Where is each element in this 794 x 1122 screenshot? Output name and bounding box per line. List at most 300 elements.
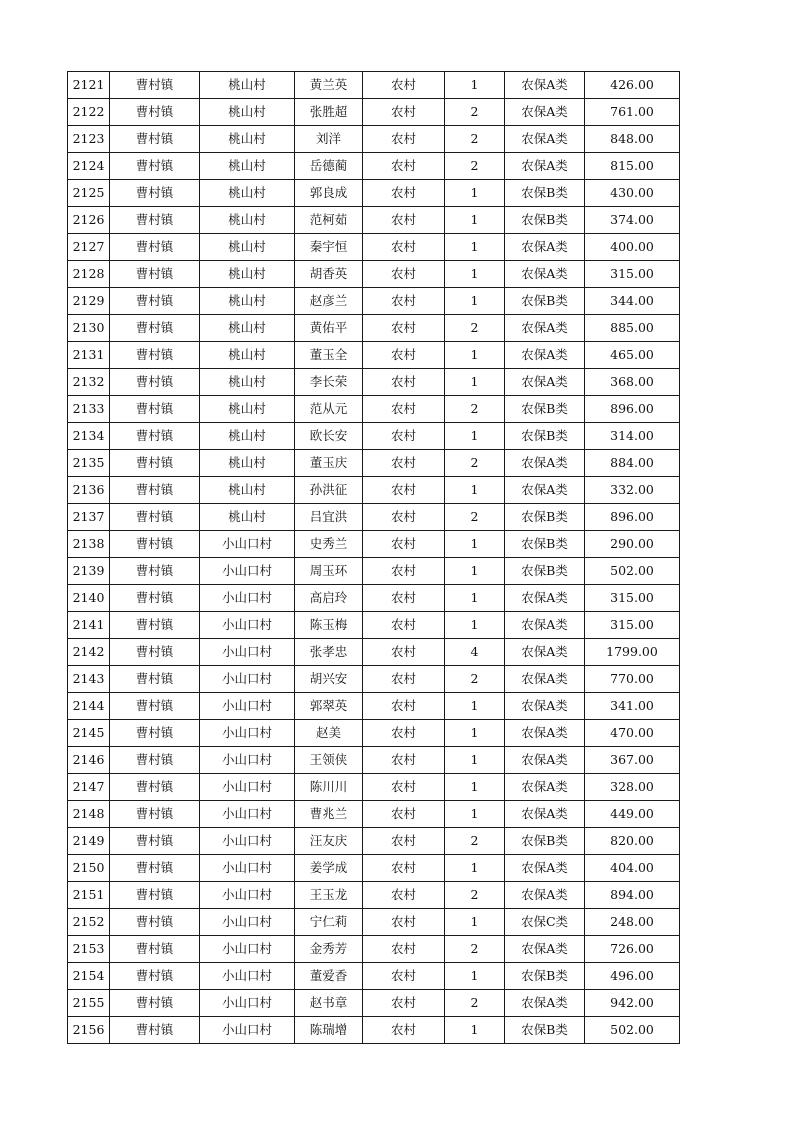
family-size-cell: 1 — [445, 531, 505, 558]
town-cell: 曹村镇 — [110, 423, 200, 450]
family-size-cell: 2 — [445, 882, 505, 909]
village-cell: 桃山村 — [200, 99, 295, 126]
category-cell: 农保A类 — [505, 450, 585, 477]
category-cell: 农保A类 — [505, 261, 585, 288]
family-size-cell: 2 — [445, 450, 505, 477]
amount-cell: 820.00 — [585, 828, 680, 855]
family-size-cell: 2 — [445, 828, 505, 855]
family-size-cell: 2 — [445, 936, 505, 963]
amount-cell: 502.00 — [585, 1017, 680, 1044]
town-cell: 曹村镇 — [110, 855, 200, 882]
category-cell: 农保A类 — [505, 882, 585, 909]
household-type-cell: 农村 — [363, 180, 445, 207]
town-cell: 曹村镇 — [110, 693, 200, 720]
town-cell: 曹村镇 — [110, 396, 200, 423]
table-row — [68, 936, 680, 963]
amount-cell: 315.00 — [585, 585, 680, 612]
table-row — [68, 882, 680, 909]
town-cell: 曹村镇 — [110, 720, 200, 747]
name-cell: 黄兰英 — [295, 72, 363, 99]
village-cell: 小山口村 — [200, 855, 295, 882]
category-cell: 农保A类 — [505, 342, 585, 369]
row-number-cell: 2146 — [68, 747, 110, 774]
amount-cell: 344.00 — [585, 288, 680, 315]
name-cell: 王领侠 — [295, 747, 363, 774]
town-cell: 曹村镇 — [110, 99, 200, 126]
category-cell: 农保A类 — [505, 855, 585, 882]
table-row — [68, 477, 680, 504]
table-row — [68, 774, 680, 801]
household-type-cell: 农村 — [363, 450, 445, 477]
household-type-cell: 农村 — [363, 720, 445, 747]
family-size-cell: 1 — [445, 774, 505, 801]
village-cell: 小山口村 — [200, 693, 295, 720]
name-cell: 史秀兰 — [295, 531, 363, 558]
family-size-cell: 1 — [445, 693, 505, 720]
town-cell: 曹村镇 — [110, 990, 200, 1017]
household-type-cell: 农村 — [363, 1017, 445, 1044]
name-cell: 赵书章 — [295, 990, 363, 1017]
row-number-cell: 2155 — [68, 990, 110, 1017]
table-row — [68, 72, 680, 99]
household-type-cell: 农村 — [363, 963, 445, 990]
category-cell: 农保A类 — [505, 315, 585, 342]
name-cell: 范柯茹 — [295, 207, 363, 234]
amount-cell: 328.00 — [585, 774, 680, 801]
name-cell: 黄佑平 — [295, 315, 363, 342]
name-cell: 张胜超 — [295, 99, 363, 126]
table-row — [68, 639, 680, 666]
row-number-cell: 2124 — [68, 153, 110, 180]
amount-cell: 426.00 — [585, 72, 680, 99]
table-row — [68, 423, 680, 450]
family-size-cell: 1 — [445, 558, 505, 585]
household-type-cell: 农村 — [363, 909, 445, 936]
village-cell: 小山口村 — [200, 801, 295, 828]
amount-cell: 248.00 — [585, 909, 680, 936]
row-number-cell: 2154 — [68, 963, 110, 990]
household-type-cell: 农村 — [363, 261, 445, 288]
family-size-cell: 2 — [445, 153, 505, 180]
table-row — [68, 153, 680, 180]
amount-cell: 502.00 — [585, 558, 680, 585]
table-row — [68, 963, 680, 990]
category-cell: 农保B类 — [505, 504, 585, 531]
household-type-cell: 农村 — [363, 828, 445, 855]
table-row — [68, 288, 680, 315]
amount-cell: 315.00 — [585, 261, 680, 288]
village-cell: 桃山村 — [200, 396, 295, 423]
village-cell: 小山口村 — [200, 612, 295, 639]
row-number-cell: 2126 — [68, 207, 110, 234]
household-type-cell: 农村 — [363, 504, 445, 531]
row-number-cell: 2142 — [68, 639, 110, 666]
village-cell: 小山口村 — [200, 1017, 295, 1044]
name-cell: 赵彦兰 — [295, 288, 363, 315]
village-cell: 桃山村 — [200, 126, 295, 153]
amount-cell: 368.00 — [585, 369, 680, 396]
name-cell: 赵美 — [295, 720, 363, 747]
name-cell: 汪友庆 — [295, 828, 363, 855]
village-cell: 桃山村 — [200, 234, 295, 261]
table-row — [68, 720, 680, 747]
amount-cell: 761.00 — [585, 99, 680, 126]
table-row — [68, 99, 680, 126]
amount-cell: 896.00 — [585, 504, 680, 531]
category-cell: 农保A类 — [505, 369, 585, 396]
family-size-cell: 2 — [445, 504, 505, 531]
household-type-cell: 农村 — [363, 369, 445, 396]
category-cell: 农保A类 — [505, 720, 585, 747]
category-cell: 农保A类 — [505, 774, 585, 801]
amount-cell: 374.00 — [585, 207, 680, 234]
town-cell: 曹村镇 — [110, 531, 200, 558]
village-cell: 小山口村 — [200, 747, 295, 774]
town-cell: 曹村镇 — [110, 1017, 200, 1044]
amount-cell: 896.00 — [585, 396, 680, 423]
village-cell: 小山口村 — [200, 909, 295, 936]
category-cell: 农保B类 — [505, 828, 585, 855]
household-type-cell: 农村 — [363, 396, 445, 423]
household-type-cell: 农村 — [363, 72, 445, 99]
row-number-cell: 2140 — [68, 585, 110, 612]
name-cell: 胡香英 — [295, 261, 363, 288]
village-cell: 桃山村 — [200, 153, 295, 180]
town-cell: 曹村镇 — [110, 450, 200, 477]
table-row — [68, 1017, 680, 1044]
family-size-cell: 1 — [445, 612, 505, 639]
table-row — [68, 747, 680, 774]
name-cell: 郭翠英 — [295, 693, 363, 720]
category-cell: 农保A类 — [505, 72, 585, 99]
table-row — [68, 855, 680, 882]
category-cell: 农保A类 — [505, 234, 585, 261]
category-cell: 农保A类 — [505, 585, 585, 612]
table-row — [68, 342, 680, 369]
household-type-cell: 农村 — [363, 531, 445, 558]
category-cell: 农保B类 — [505, 1017, 585, 1044]
amount-cell: 884.00 — [585, 450, 680, 477]
family-size-cell: 1 — [445, 423, 505, 450]
table-row — [68, 801, 680, 828]
row-number-cell: 2144 — [68, 693, 110, 720]
category-cell: 农保A类 — [505, 477, 585, 504]
household-type-cell: 农村 — [363, 207, 445, 234]
village-cell: 桃山村 — [200, 423, 295, 450]
family-size-cell: 1 — [445, 261, 505, 288]
name-cell: 李长荣 — [295, 369, 363, 396]
household-type-cell: 农村 — [363, 558, 445, 585]
town-cell: 曹村镇 — [110, 288, 200, 315]
household-type-cell: 农村 — [363, 693, 445, 720]
family-size-cell: 1 — [445, 963, 505, 990]
table-row — [68, 504, 680, 531]
category-cell: 农保A类 — [505, 666, 585, 693]
amount-cell: 942.00 — [585, 990, 680, 1017]
name-cell: 董玉庆 — [295, 450, 363, 477]
town-cell: 曹村镇 — [110, 207, 200, 234]
household-type-cell: 农村 — [363, 99, 445, 126]
village-cell: 小山口村 — [200, 936, 295, 963]
table-row — [68, 207, 680, 234]
family-size-cell: 2 — [445, 666, 505, 693]
amount-cell: 449.00 — [585, 801, 680, 828]
row-number-cell: 2136 — [68, 477, 110, 504]
row-number-cell: 2152 — [68, 909, 110, 936]
row-number-cell: 2151 — [68, 882, 110, 909]
row-number-cell: 2131 — [68, 342, 110, 369]
table-row — [68, 558, 680, 585]
household-type-cell: 农村 — [363, 423, 445, 450]
name-cell: 欧长安 — [295, 423, 363, 450]
row-number-cell: 2127 — [68, 234, 110, 261]
household-type-cell: 农村 — [363, 585, 445, 612]
table-row — [68, 693, 680, 720]
row-number-cell: 2150 — [68, 855, 110, 882]
town-cell: 曹村镇 — [110, 261, 200, 288]
category-cell: 农保B类 — [505, 180, 585, 207]
amount-cell: 341.00 — [585, 693, 680, 720]
town-cell: 曹村镇 — [110, 639, 200, 666]
town-cell: 曹村镇 — [110, 180, 200, 207]
row-number-cell: 2125 — [68, 180, 110, 207]
category-cell: 农保A类 — [505, 990, 585, 1017]
amount-cell: 315.00 — [585, 612, 680, 639]
household-type-cell: 农村 — [363, 288, 445, 315]
name-cell: 王玉龙 — [295, 882, 363, 909]
name-cell: 陈玉梅 — [295, 612, 363, 639]
town-cell: 曹村镇 — [110, 585, 200, 612]
row-number-cell: 2156 — [68, 1017, 110, 1044]
household-type-cell: 农村 — [363, 747, 445, 774]
name-cell: 吕宜洪 — [295, 504, 363, 531]
town-cell: 曹村镇 — [110, 936, 200, 963]
family-size-cell: 2 — [445, 990, 505, 1017]
amount-cell: 404.00 — [585, 855, 680, 882]
table-body — [68, 72, 680, 1044]
row-number-cell: 2143 — [68, 666, 110, 693]
family-size-cell: 2 — [445, 126, 505, 153]
household-type-cell: 农村 — [363, 153, 445, 180]
row-number-cell: 2141 — [68, 612, 110, 639]
family-size-cell: 1 — [445, 288, 505, 315]
category-cell: 农保A类 — [505, 153, 585, 180]
town-cell: 曹村镇 — [110, 342, 200, 369]
family-size-cell: 1 — [445, 909, 505, 936]
town-cell: 曹村镇 — [110, 666, 200, 693]
name-cell: 高启玲 — [295, 585, 363, 612]
table-row — [68, 450, 680, 477]
name-cell: 岳德蔺 — [295, 153, 363, 180]
family-size-cell: 1 — [445, 342, 505, 369]
category-cell: 农保A类 — [505, 801, 585, 828]
category-cell: 农保B类 — [505, 423, 585, 450]
family-size-cell: 2 — [445, 315, 505, 342]
village-cell: 桃山村 — [200, 450, 295, 477]
village-cell: 桃山村 — [200, 342, 295, 369]
amount-cell: 815.00 — [585, 153, 680, 180]
village-cell: 小山口村 — [200, 990, 295, 1017]
family-size-cell: 2 — [445, 396, 505, 423]
name-cell: 董玉全 — [295, 342, 363, 369]
town-cell: 曹村镇 — [110, 72, 200, 99]
table-row — [68, 531, 680, 558]
category-cell: 农保A类 — [505, 612, 585, 639]
village-cell: 桃山村 — [200, 315, 295, 342]
family-size-cell: 1 — [445, 234, 505, 261]
household-type-cell: 农村 — [363, 990, 445, 1017]
amount-cell: 1799.00 — [585, 639, 680, 666]
household-type-cell: 农村 — [363, 774, 445, 801]
row-number-cell: 2133 — [68, 396, 110, 423]
row-number-cell: 2135 — [68, 450, 110, 477]
name-cell: 孙洪征 — [295, 477, 363, 504]
town-cell: 曹村镇 — [110, 153, 200, 180]
family-size-cell: 1 — [445, 801, 505, 828]
family-size-cell: 1 — [445, 585, 505, 612]
village-cell: 小山口村 — [200, 720, 295, 747]
village-cell: 小山口村 — [200, 666, 295, 693]
amount-cell: 290.00 — [585, 531, 680, 558]
amount-cell: 465.00 — [585, 342, 680, 369]
town-cell: 曹村镇 — [110, 747, 200, 774]
row-number-cell: 2134 — [68, 423, 110, 450]
village-cell: 桃山村 — [200, 207, 295, 234]
table-row — [68, 909, 680, 936]
row-number-cell: 2148 — [68, 801, 110, 828]
amount-cell: 770.00 — [585, 666, 680, 693]
amount-cell: 367.00 — [585, 747, 680, 774]
town-cell: 曹村镇 — [110, 315, 200, 342]
household-type-cell: 农村 — [363, 234, 445, 261]
household-type-cell: 农村 — [363, 882, 445, 909]
town-cell: 曹村镇 — [110, 774, 200, 801]
name-cell: 郭良成 — [295, 180, 363, 207]
town-cell: 曹村镇 — [110, 909, 200, 936]
name-cell: 曹兆兰 — [295, 801, 363, 828]
household-type-cell: 农村 — [363, 666, 445, 693]
table-row — [68, 369, 680, 396]
household-type-cell: 农村 — [363, 801, 445, 828]
town-cell: 曹村镇 — [110, 558, 200, 585]
village-cell: 桃山村 — [200, 369, 295, 396]
family-size-cell: 2 — [445, 99, 505, 126]
town-cell: 曹村镇 — [110, 828, 200, 855]
name-cell: 范从元 — [295, 396, 363, 423]
category-cell: 农保B类 — [505, 963, 585, 990]
name-cell: 陈瑞增 — [295, 1017, 363, 1044]
table-row — [68, 828, 680, 855]
row-number-cell: 2149 — [68, 828, 110, 855]
table-row — [68, 234, 680, 261]
household-type-cell: 农村 — [363, 855, 445, 882]
category-cell: 农保A类 — [505, 747, 585, 774]
category-cell: 农保B类 — [505, 207, 585, 234]
family-size-cell: 1 — [445, 369, 505, 396]
village-cell: 小山口村 — [200, 558, 295, 585]
town-cell: 曹村镇 — [110, 126, 200, 153]
household-type-cell: 农村 — [363, 936, 445, 963]
family-size-cell: 1 — [445, 1017, 505, 1044]
amount-cell: 314.00 — [585, 423, 680, 450]
table-row — [68, 315, 680, 342]
amount-cell: 496.00 — [585, 963, 680, 990]
household-type-cell: 农村 — [363, 126, 445, 153]
village-cell: 小山口村 — [200, 585, 295, 612]
table-row — [68, 180, 680, 207]
category-cell: 农保A类 — [505, 99, 585, 126]
family-size-cell: 4 — [445, 639, 505, 666]
household-type-cell: 农村 — [363, 612, 445, 639]
village-cell: 桃山村 — [200, 261, 295, 288]
town-cell: 曹村镇 — [110, 882, 200, 909]
category-cell: 农保A类 — [505, 936, 585, 963]
town-cell: 曹村镇 — [110, 612, 200, 639]
name-cell: 秦宇恒 — [295, 234, 363, 261]
row-number-cell: 2128 — [68, 261, 110, 288]
family-size-cell: 1 — [445, 207, 505, 234]
household-type-cell: 农村 — [363, 639, 445, 666]
row-number-cell: 2138 — [68, 531, 110, 558]
category-cell: 农保B类 — [505, 558, 585, 585]
name-cell: 宁仁莉 — [295, 909, 363, 936]
row-number-cell: 2121 — [68, 72, 110, 99]
table-row — [68, 990, 680, 1017]
row-number-cell: 2137 — [68, 504, 110, 531]
table-row — [68, 612, 680, 639]
town-cell: 曹村镇 — [110, 963, 200, 990]
household-type-cell: 农村 — [363, 342, 445, 369]
town-cell: 曹村镇 — [110, 369, 200, 396]
category-cell: 农保C类 — [505, 909, 585, 936]
row-number-cell: 2123 — [68, 126, 110, 153]
row-number-cell: 2147 — [68, 774, 110, 801]
village-cell: 桃山村 — [200, 180, 295, 207]
village-cell: 桃山村 — [200, 504, 295, 531]
category-cell: 农保B类 — [505, 396, 585, 423]
subsidy-table-container — [67, 71, 680, 1044]
amount-cell: 885.00 — [585, 315, 680, 342]
name-cell: 董爱香 — [295, 963, 363, 990]
town-cell: 曹村镇 — [110, 504, 200, 531]
name-cell: 胡兴安 — [295, 666, 363, 693]
family-size-cell: 1 — [445, 477, 505, 504]
town-cell: 曹村镇 — [110, 801, 200, 828]
amount-cell: 894.00 — [585, 882, 680, 909]
amount-cell: 726.00 — [585, 936, 680, 963]
row-number-cell: 2139 — [68, 558, 110, 585]
row-number-cell: 2122 — [68, 99, 110, 126]
household-type-cell: 农村 — [363, 477, 445, 504]
family-size-cell: 1 — [445, 720, 505, 747]
amount-cell: 430.00 — [585, 180, 680, 207]
village-cell: 小山口村 — [200, 963, 295, 990]
table-row — [68, 396, 680, 423]
table-row — [68, 666, 680, 693]
category-cell: 农保A类 — [505, 126, 585, 153]
village-cell: 小山口村 — [200, 531, 295, 558]
category-cell: 农保B类 — [505, 288, 585, 315]
amount-cell: 332.00 — [585, 477, 680, 504]
row-number-cell: 2130 — [68, 315, 110, 342]
name-cell: 刘洋 — [295, 126, 363, 153]
village-cell: 小山口村 — [200, 828, 295, 855]
family-size-cell: 1 — [445, 72, 505, 99]
category-cell: 农保A类 — [505, 693, 585, 720]
name-cell: 姜学成 — [295, 855, 363, 882]
category-cell: 农保B类 — [505, 531, 585, 558]
town-cell: 曹村镇 — [110, 477, 200, 504]
